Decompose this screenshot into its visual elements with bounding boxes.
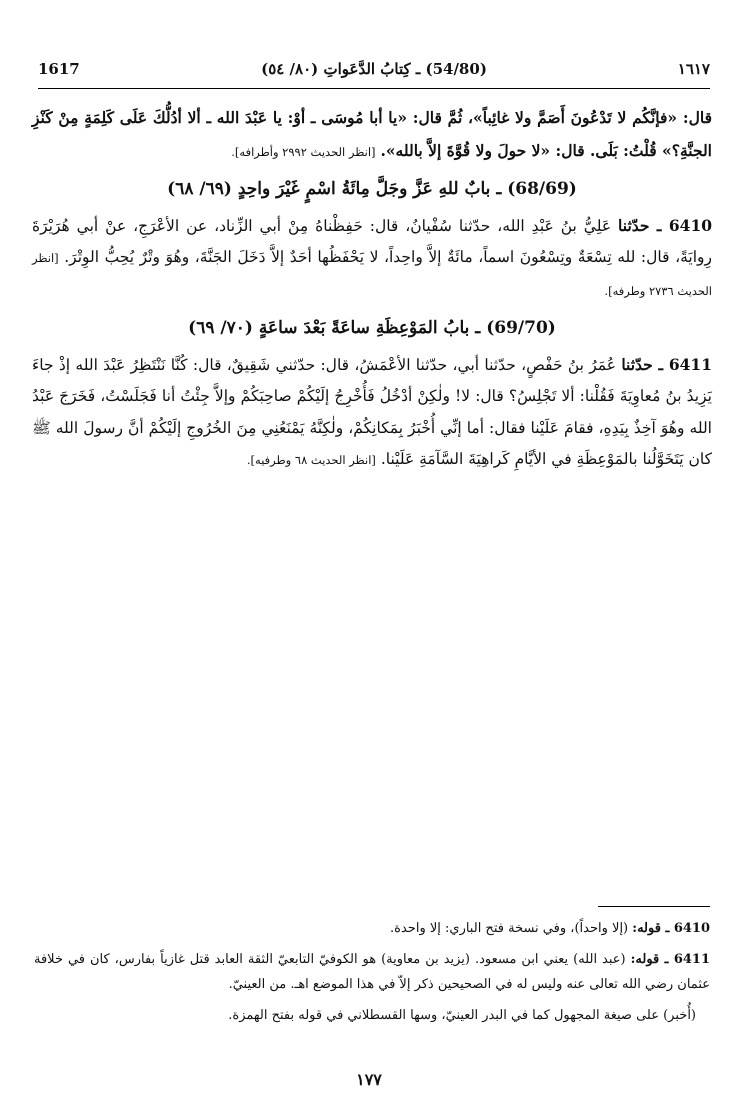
cross-reference: [انظر الحديث ٦٨ وطرفيه]. xyxy=(246,453,376,467)
hadith-6410: 6410 ـ حدّثنا عَلِيُّ بنُ عَبْدِ الله، حدّثنا سُفْيانُ، قال: حَفِظْناهُ مِنْ أبي الزِّناد، عن الأعْرَجِ، عنْ أبي هُرَيْرَةَ رِوايَةً، قال: لله تِسْعَةٌ وتِسْعُونَ اسماً، مائَةٌ إلاَّ واحِداً، لا يَحْفَظُها أحَدٌ إلاَّ دَخَلَ الجَنَّةَ، وهُوَ وتْرٌ يُحِبُّ الوِتْرَ. [انظر الحديث ٢٧٣٦ وطرفه]. xyxy=(32,215,713,298)
footnotes xyxy=(34,916,710,1034)
chapter-heading-69: (69/70) ـ بابُ المَوْعِظَةِ ساعَةً بَعْدَ ساعَةٍ (٧٠/ ٦٩) xyxy=(188,318,556,338)
page-number-footer: ١٧٧ xyxy=(356,1070,382,1089)
running-header xyxy=(38,60,710,84)
footnote-6411: 6411 ـ قوله: (عبد الله) يعني ابن مسعود. (يزيد بن معاوية) هو الكوفيّ التابعيّ الثقة العابد قتل غازياً بفارس، كان في خلافة عثمان رضي الله تعالى عنه وليس له في الصحيحين ذكر إلاّ في هذا الموضع اهـ. من العينيّ. xyxy=(34,952,711,992)
main-text xyxy=(32,102,712,477)
footnote-6410: 6410 ـ قوله: (إلا واحداً)، وفي نسخة فتح الباري: إلا واحدة. xyxy=(390,921,710,936)
paragraph-hadith-continuation: قال: «فإنَّكُم لا تَدْعُونَ أَصَمَّ ولا غائِباً»، ثُمَّ قال: «يا أبا مُوسَى ـ أوْ: يا عَبْدَ الله ـ ألا أدُلُّكَ عَلَى كَلِمَةٍ مِنْ كَنْزِ الجنَّةِ؟» قُلْتُ: بَلَى. قال: «لا حولَ ولا قُوَّةَ إلاَّ بالله». [انظر الحديث ٢٩٩٢ وأطرافه]. xyxy=(32,108,712,160)
footnote-6411-continued: (أُخبر) على صيغة المجهول كما في البدر العينيّ، وسها القسطلاني في قوله بفتح الهمزة. xyxy=(228,1008,696,1023)
hadith-number-6411: 6411 ـ حدّثنا xyxy=(621,354,712,374)
page-number-arabic: ١٦١٧ xyxy=(677,60,710,78)
page-number-latin: 1617 xyxy=(38,60,80,78)
hadith-number-6410: 6410 ـ حدّثنا xyxy=(618,215,713,235)
running-title: (54/80) ـ كِتابُ الدَّعَواتِ (٨٠/ ٥٤) xyxy=(261,60,487,78)
chapter-heading-68: (68/69) ـ بابٌ للهِ عَزَّ وجَلَّ مِائَةُ اسْمٍ غَيْرَ واحِدٍ (٦٩/ ٦٨) xyxy=(167,179,577,199)
cross-reference: [انظر الحديث ٢٧٣٦ وطرفه]. xyxy=(32,251,712,298)
header-rule xyxy=(38,88,710,89)
footnote-rule xyxy=(598,906,710,907)
cross-reference: [انظر الحديث ٢٩٩٢ وأطرافه]. xyxy=(231,144,376,159)
hadith-6411: 6411 ـ حدّثنا عُمَرُ بنُ حَفْصٍ، حدّثنا أبي، حدّثنا الأعْمَشُ، قال: حدّثني شَقِيقٌ، قال: كُنَّا نَنْتَظِرُ عَبْدَ الله إذْ جاءَ يَزِيدُ بنُ مُعاوِيَةَ فَقُلْنا: ألا تَجْلِسُ؟ قال: لا! ولٰكِنْ أدْخُلُ فَأُخْرِجُ إلَيْكُمْ صاحِبَكُمْ وإلاَّ جِئْتُ أنا فَجَلَسْتُ، فَخَرَجَ عَبْدُ الله وهُوَ آخِذٌ بِيَدِهِ، فقامَ عَلَيْنا فقال: أما إنِّي أُخْبَرُ بِمَكانِكُمْ، ولٰكِنَّهُ يَمْنَعُنِي مِنَ الخُرُوجِ إلَيْكُمْ أنَّ رسولَ الله ﷺ كان يَتَخَوَّلُنا بالمَوْعِظَةِ في الأيَّامِ كَراهِيَةَ السَّآمَةِ عَلَيْنا. [انظر الحديث ٦٨ وطرفيه]. xyxy=(32,354,712,468)
